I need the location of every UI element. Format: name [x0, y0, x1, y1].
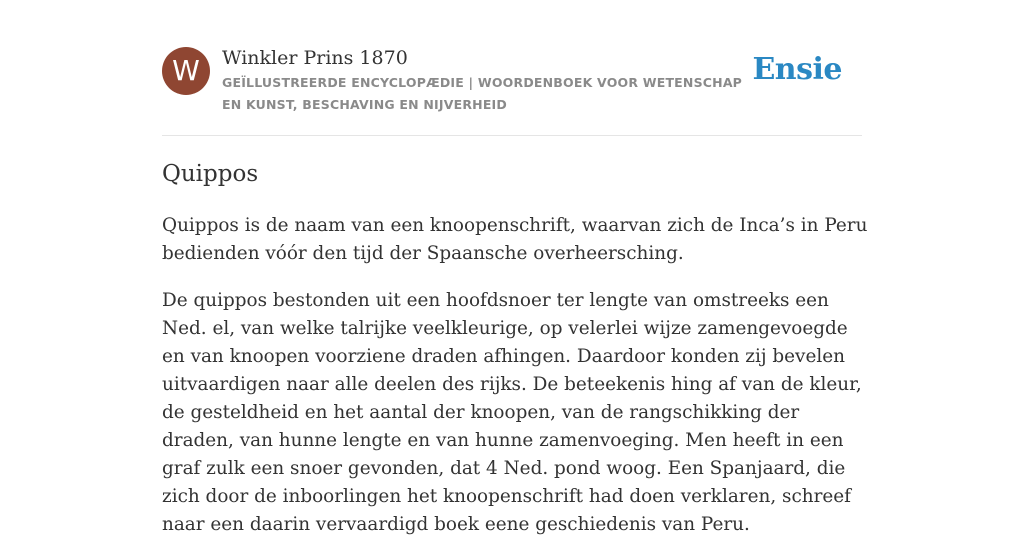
source-title-link[interactable]: Winkler Prins 1870 [222, 47, 408, 69]
entry-paragraph-1: Quippos is de naam van een knoopenschrift, waarvan zich de Inca’s in Peru bedienden vóór den tijd der Spaansche overheersching. [162, 215, 868, 264]
content-column [162, 0, 868, 535]
entry-paragraph-2: De quippos bestonden uit een hoofdsnoer ter lengte van omstreeks een Ned. el, van welke talrijke veelkleurige, op velerlei wijze zamengevoegde en van knoopen voorziene draden afhingen. Daardoor konden zij bevelen uitvaardigen naar alle deelen des rijks. De beteekenis hing af van de kleur, de gesteldheid en het aantal der knoopen, van de rangschikking der draden, van hunne lengte en van hunne zamenvoeging. Men heeft in een graf zulk een snoer gevonden, dat 4 Ned. pond woog. Een Spanjaard, die zich door de inboorlingen het knoopenschrift had doen verklaren, schreef naar een daarin vervaardigd boek eene geschiedenis van Peru. [162, 290, 862, 535]
source-avatar[interactable]: W [162, 47, 210, 95]
source-header [162, 0, 862, 136]
source-subtitle: GEÏLLUSTREERDE ENCYCLOPÆDIE | WOORDENBOEK VOOR WETENSCHAP EN KUNST, BESCHAVING EN NIJVERHEID [222, 75, 743, 112]
entry-title: Quippos [162, 161, 259, 187]
ensie-logo-link[interactable]: Ensie [752, 52, 842, 87]
entry-body [162, 212, 868, 558]
